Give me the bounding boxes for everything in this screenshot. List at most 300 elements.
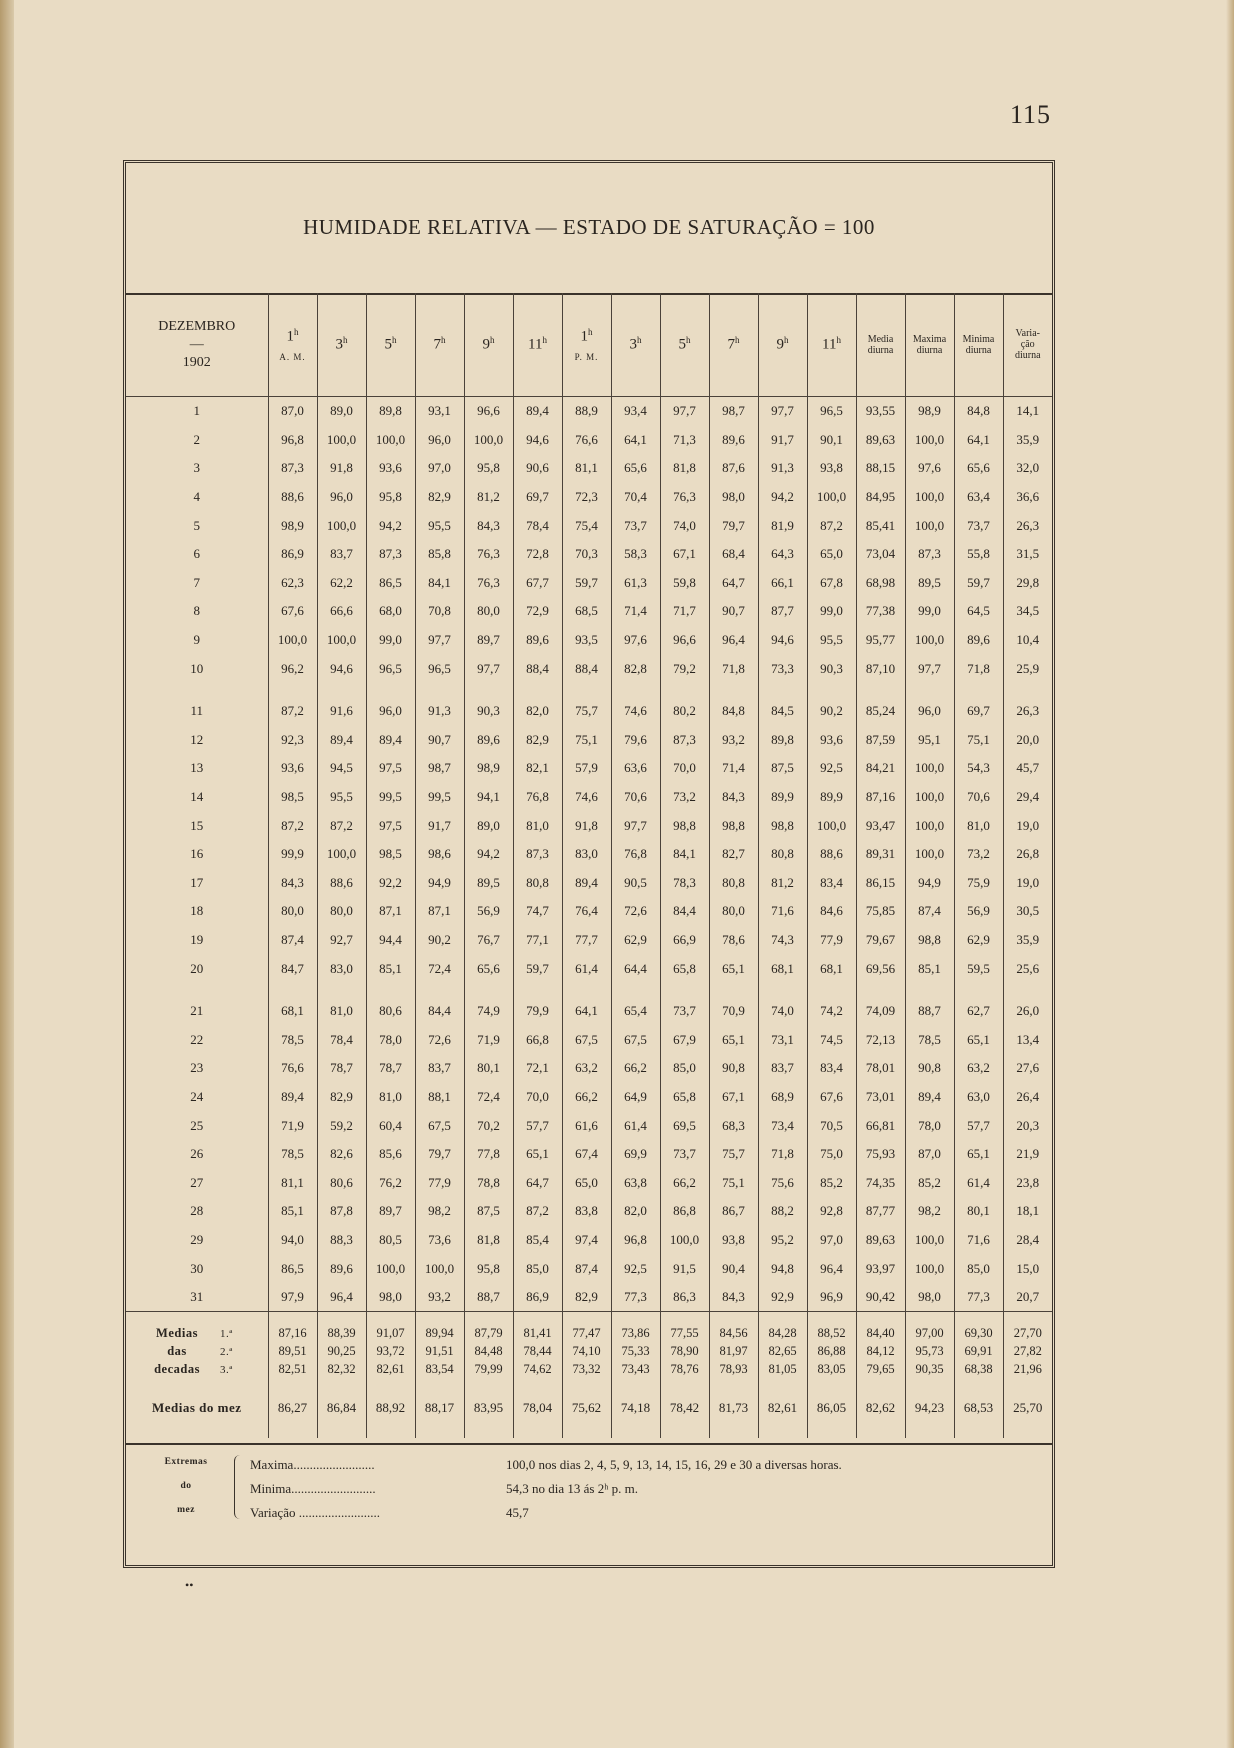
value-cell: 99,5 [415,783,464,812]
decade-value-cell: 81,97 [709,1342,758,1360]
value-cell: 70,3 [562,540,611,569]
monthly-value-cell: 74,18 [611,1378,660,1438]
value-cell: 80,8 [513,869,562,898]
value-cell: 80,2 [660,683,709,726]
value-cell: 85,1 [905,954,954,983]
value-cell: 98,8 [758,811,807,840]
value-cell: 87,6 [709,454,758,483]
table-row [126,983,1052,1026]
extremes-section [126,1443,1052,1565]
hour-column-header [660,293,709,397]
value-cell: 75,1 [954,726,1003,755]
value-cell: 71,8 [709,654,758,683]
table-row [126,783,1052,812]
value-cell: 87,4 [905,897,954,926]
value-cell: 100,0 [807,811,856,840]
value-cell: 97,9 [268,1283,317,1312]
decade-ordinal: 1.ª [220,1327,233,1340]
value-cell: 98,9 [268,511,317,540]
value-cell: 67,1 [709,1083,758,1112]
value-cell: 78,4 [513,511,562,540]
value-cell: 78,01 [856,1054,905,1083]
monthly-value-cell: 25,70 [1003,1378,1052,1438]
hour-label: 1 [580,328,588,345]
value-cell: 93,4 [611,397,660,426]
value-cell: 61,4 [611,1111,660,1140]
value-cell: 63,6 [611,754,660,783]
value-cell: 89,31 [856,840,905,869]
value-cell: 96,0 [905,683,954,726]
stat-header-line: diurna [867,344,894,356]
value-cell: 67,5 [562,1025,611,1054]
table-row [126,569,1052,598]
value-cell: 78,3 [660,869,709,898]
value-cell: 95,5 [807,626,856,655]
table-row [126,426,1052,455]
value-cell: 79,9 [513,983,562,1026]
value-cell: 76,3 [660,483,709,512]
stat-column-header [905,293,954,397]
value-cell: 100,0 [905,840,954,869]
value-cell: 20,3 [1003,1111,1052,1140]
value-cell: 56,9 [464,897,513,926]
value-cell: 26,8 [1003,840,1052,869]
value-cell: 89,63 [856,1226,905,1255]
value-cell: 94,4 [366,926,415,955]
day-cell: 2 [193,431,200,447]
value-cell: 84,3 [709,1283,758,1312]
decade-value-cell: 74,62 [513,1360,562,1378]
value-cell: 87,5 [464,1197,513,1226]
decade-value-cell: 95,73 [905,1342,954,1360]
value-cell: 85,41 [856,511,905,540]
page-number: 115 [1010,100,1052,129]
value-cell: 94,6 [513,426,562,455]
value-cell: 88,15 [856,454,905,483]
value-cell: 94,1 [464,783,513,812]
value-cell: 92,8 [807,1197,856,1226]
value-cell: 100,0 [660,1226,709,1255]
value-cell: 62,2 [317,569,366,598]
table-row [126,754,1052,783]
value-cell: 97,0 [415,454,464,483]
value-cell: 97,0 [807,1226,856,1255]
value-cell: 90,4 [709,1254,758,1283]
value-cell: 64,1 [954,426,1003,455]
value-cell: 100,0 [317,840,366,869]
value-cell: 27,6 [1003,1054,1052,1083]
value-cell: 80,6 [366,983,415,1026]
month-dash: — [189,336,204,352]
value-cell: 28,4 [1003,1226,1052,1255]
value-cell: 71,7 [660,597,709,626]
value-cell: 73,7 [660,1140,709,1169]
monthly-value-cell: 82,62 [856,1378,905,1438]
decade-value-cell: 21,96 [1003,1360,1052,1378]
hour-suffix: h [637,335,642,346]
value-cell: 99,0 [807,597,856,626]
hour-suffix: h [588,327,593,338]
day-cell: 22 [190,1031,204,1047]
value-cell: 80,0 [317,897,366,926]
decade-value-cell: 82,32 [317,1360,366,1378]
value-cell: 72,1 [513,1054,562,1083]
value-cell: 98,8 [905,926,954,955]
table-row [126,954,1052,983]
decade-value-cell: 69,91 [954,1342,1003,1360]
value-cell: 87,8 [317,1197,366,1226]
value-cell: 87,4 [268,926,317,955]
value-cell: 20,0 [1003,726,1052,755]
value-cell: 68,1 [758,954,807,983]
value-cell: 95,2 [758,1226,807,1255]
value-cell: 64,1 [611,426,660,455]
value-cell: 94,0 [268,1226,317,1255]
table-row [126,926,1052,955]
value-cell: 84,3 [709,783,758,812]
value-cell: 100,0 [905,1226,954,1255]
value-cell: 70,2 [464,1111,513,1140]
hour-column-header [807,293,856,397]
value-cell: 85,6 [366,1140,415,1169]
value-cell: 97,6 [611,626,660,655]
value-cell: 100,0 [317,426,366,455]
monthly-value-cell: 86,05 [807,1378,856,1438]
daily-rows [126,397,1052,1439]
monthly-average-row [126,1378,1052,1438]
decade-value-cell: 79,99 [464,1360,513,1378]
decade-value-cell: 84,40 [856,1312,905,1343]
value-cell: 81,9 [758,511,807,540]
value-cell: 99,9 [268,840,317,869]
stat-header-line: Varia- [1015,328,1040,339]
value-cell: 19,0 [1003,811,1052,840]
table-row [126,626,1052,655]
value-cell: 35,9 [1003,926,1052,955]
value-cell: 67,9 [660,1025,709,1054]
value-cell: 91,3 [415,683,464,726]
monthly-value-cell: 82,61 [758,1378,807,1438]
value-cell: 66,6 [317,597,366,626]
extremes-label-2: do [180,1481,192,1491]
value-cell: 78,5 [268,1140,317,1169]
value-cell: 77,38 [856,597,905,626]
value-cell: 69,7 [513,483,562,512]
hour-column-header [464,293,513,397]
value-cell: 85,1 [366,954,415,983]
hour-column-header [317,293,366,397]
decade-value-cell: 27,70 [1003,1312,1052,1343]
value-cell: 72,9 [513,597,562,626]
decade-value-cell: 84,28 [758,1312,807,1343]
value-cell: 85,0 [513,1254,562,1283]
value-cell: 80,8 [758,840,807,869]
value-cell: 67,6 [807,1083,856,1112]
decade-value-cell: 78,93 [709,1360,758,1378]
period-label: P. M. [574,351,599,362]
value-cell: 84,4 [415,983,464,1026]
value-cell: 98,2 [905,1197,954,1226]
value-cell: 68,98 [856,569,905,598]
hour-label: 3 [335,336,343,353]
value-cell: 66,2 [611,1054,660,1083]
value-cell: 29,4 [1003,783,1052,812]
value-cell: 68,0 [366,597,415,626]
hour-column-header [709,293,758,397]
value-cell: 20,7 [1003,1283,1052,1312]
value-cell: 87,4 [562,1254,611,1283]
value-cell: 65,6 [464,954,513,983]
value-cell: 71,3 [660,426,709,455]
value-cell: 84,8 [709,683,758,726]
value-cell: 99,0 [366,626,415,655]
value-cell: 81,8 [660,454,709,483]
value-cell: 77,7 [562,926,611,955]
value-cell: 84,4 [660,897,709,926]
value-cell: 73,7 [611,511,660,540]
decade-value-cell: 97,00 [905,1312,954,1343]
extremes-label-3: mez [177,1505,195,1515]
value-cell: 88,1 [415,1083,464,1112]
extreme-value: 100,0 nos dias 2, 4, 5, 9, 13, 14, 15, 16, 29 e 30 a diversas horas. [506,1457,842,1472]
monthly-value-cell: 94,23 [905,1378,954,1438]
value-cell: 82,9 [415,483,464,512]
value-cell: 78,0 [905,1111,954,1140]
value-cell: 90,5 [611,869,660,898]
value-cell: 84,8 [954,397,1003,426]
value-cell: 78,5 [905,1025,954,1054]
value-cell: 83,8 [562,1197,611,1226]
value-cell: 75,9 [954,869,1003,898]
value-cell: 86,5 [366,569,415,598]
value-cell: 93,8 [709,1226,758,1255]
value-cell: 90,6 [513,454,562,483]
value-cell: 66,2 [562,1083,611,1112]
day-cell: 5 [193,517,200,533]
value-cell: 61,4 [562,954,611,983]
value-cell: 67,7 [513,569,562,598]
monthly-value-cell: 83,95 [464,1378,513,1438]
value-cell: 75,93 [856,1140,905,1169]
value-cell: 73,4 [758,1111,807,1140]
value-cell: 97,7 [660,397,709,426]
day-cell: 20 [190,960,204,976]
value-cell: 85,1 [268,1197,317,1226]
day-cell: 9 [193,632,200,648]
value-cell: 85,4 [513,1226,562,1255]
value-cell: 76,6 [562,426,611,455]
value-cell: 62,7 [954,983,1003,1026]
value-cell: 97,7 [415,626,464,655]
value-cell: 61,4 [954,1168,1003,1197]
value-cell: 59,2 [317,1111,366,1140]
value-cell: 93,1 [415,397,464,426]
value-cell: 82,0 [513,683,562,726]
decade-value-cell: 82,65 [758,1342,807,1360]
value-cell: 69,7 [954,683,1003,726]
value-cell: 85,0 [954,1254,1003,1283]
value-cell: 94,9 [905,869,954,898]
value-cell: 73,3 [758,654,807,683]
value-cell: 26,3 [1003,683,1052,726]
decade-value-cell: 82,51 [268,1360,317,1378]
value-cell: 89,6 [954,626,1003,655]
value-cell: 77,9 [807,926,856,955]
value-cell: 97,7 [464,654,513,683]
decade-value-cell: 84,56 [709,1312,758,1343]
value-cell: 100,0 [905,783,954,812]
value-cell: 97,7 [611,811,660,840]
decade-ordinal: 3.ª [220,1363,233,1376]
decade-value-cell: 93,72 [366,1342,415,1360]
table-row [126,1083,1052,1112]
value-cell: 81,2 [758,869,807,898]
decade-value-cell: 68,38 [954,1360,1003,1378]
year: 1902 [182,354,211,370]
decade-value-cell: 89,94 [415,1312,464,1343]
decade-value-cell: 73,86 [611,1312,660,1343]
table-row [126,483,1052,512]
value-cell: 92,5 [807,754,856,783]
decade-row [126,1342,1052,1360]
value-cell: 96,6 [660,626,709,655]
value-cell: 87,16 [856,783,905,812]
decade-value-cell: 83,54 [415,1360,464,1378]
value-cell: 63,2 [562,1054,611,1083]
value-cell: 63,2 [954,1054,1003,1083]
value-cell: 90,42 [856,1283,905,1312]
value-cell: 81,0 [317,983,366,1026]
value-cell: 98,5 [268,783,317,812]
value-cell: 26,3 [1003,511,1052,540]
day-cell: 18 [190,903,204,919]
value-cell: 64,7 [513,1168,562,1197]
monthly-value-cell: 78,04 [513,1378,562,1438]
day-cell: 11 [190,703,204,719]
table-row [126,726,1052,755]
value-cell: 78,5 [268,1025,317,1054]
monthly-value-cell: 86,27 [268,1378,317,1438]
decade-value-cell: 82,61 [366,1360,415,1378]
monthly-value-cell: 88,17 [415,1378,464,1438]
value-cell: 87,3 [268,454,317,483]
table-row [126,869,1052,898]
value-cell: 84,7 [268,954,317,983]
value-cell: 54,3 [954,754,1003,783]
decade-value-cell: 77,47 [562,1312,611,1343]
value-cell: 88,4 [562,654,611,683]
value-cell: 65,0 [562,1168,611,1197]
value-cell: 65,0 [807,540,856,569]
value-cell: 80,0 [709,897,758,926]
table-row [126,1197,1052,1226]
value-cell: 94,6 [317,654,366,683]
value-cell: 68,5 [562,597,611,626]
stat-column-header [856,293,905,397]
value-cell: 89,4 [268,1083,317,1112]
table-row [126,1025,1052,1054]
value-cell: 26,0 [1003,983,1052,1026]
value-cell: 75,1 [562,726,611,755]
stat-column-header [1003,293,1052,397]
value-cell: 74,09 [856,983,905,1026]
value-cell: 86,7 [709,1197,758,1226]
decade-value-cell: 86,88 [807,1342,856,1360]
value-cell: 83,7 [317,540,366,569]
hour-suffix: h [441,335,446,346]
value-cell: 69,56 [856,954,905,983]
value-cell: 89,6 [513,626,562,655]
value-cell: 62,9 [954,926,1003,955]
value-cell: 60,4 [366,1111,415,1140]
value-cell: 84,3 [268,869,317,898]
header-row [126,293,1052,397]
value-cell: 78,4 [317,1025,366,1054]
value-cell: 90,3 [807,654,856,683]
value-cell: 95,5 [415,511,464,540]
value-cell: 80,6 [317,1168,366,1197]
value-cell: 71,8 [954,654,1003,683]
value-cell: 98,7 [415,754,464,783]
value-cell: 89,4 [562,869,611,898]
value-cell: 89,7 [366,1197,415,1226]
value-cell: 96,0 [366,683,415,726]
value-cell: 61,6 [562,1111,611,1140]
stat-header-line: Maxima [912,333,947,345]
hour-suffix: h [343,335,348,346]
value-cell: 81,0 [954,811,1003,840]
value-cell: 71,9 [464,1025,513,1054]
decade-label-cell [126,1360,268,1378]
value-cell: 89,4 [366,726,415,755]
value-cell: 89,4 [513,397,562,426]
day-cell: 29 [190,1231,204,1247]
value-cell: 81,8 [464,1226,513,1255]
table-row [126,397,1052,426]
value-cell: 79,2 [660,654,709,683]
value-cell: 74,9 [464,983,513,1026]
value-cell: 71,6 [758,897,807,926]
value-cell: 75,1 [709,1168,758,1197]
value-cell: 89,6 [317,1254,366,1283]
value-cell: 100,0 [905,626,954,655]
value-cell: 84,1 [660,840,709,869]
decade-value-cell: 90,35 [905,1360,954,1378]
value-cell: 76,2 [366,1168,415,1197]
value-cell: 93,47 [856,811,905,840]
value-cell: 61,3 [611,569,660,598]
value-cell: 82,9 [562,1283,611,1312]
value-cell: 71,6 [954,1226,1003,1255]
humidity-table [126,293,1052,1438]
value-cell: 68,9 [758,1083,807,1112]
value-cell: 88,4 [513,654,562,683]
decade-value-cell: 87,16 [268,1312,317,1343]
decade-label-cell [126,1342,268,1360]
value-cell: 87,7 [758,597,807,626]
value-cell: 100,0 [366,1254,415,1283]
extremes-row-max [126,1457,1052,1481]
value-cell: 90,2 [807,683,856,726]
value-cell: 80,0 [464,597,513,626]
decade-label: Medias [156,1325,198,1340]
hour-column-header [562,293,611,397]
value-cell: 74,6 [611,683,660,726]
value-cell: 74,35 [856,1168,905,1197]
value-cell: 65,1 [954,1140,1003,1169]
value-cell: 74,7 [513,897,562,926]
value-cell: 95,1 [905,726,954,755]
